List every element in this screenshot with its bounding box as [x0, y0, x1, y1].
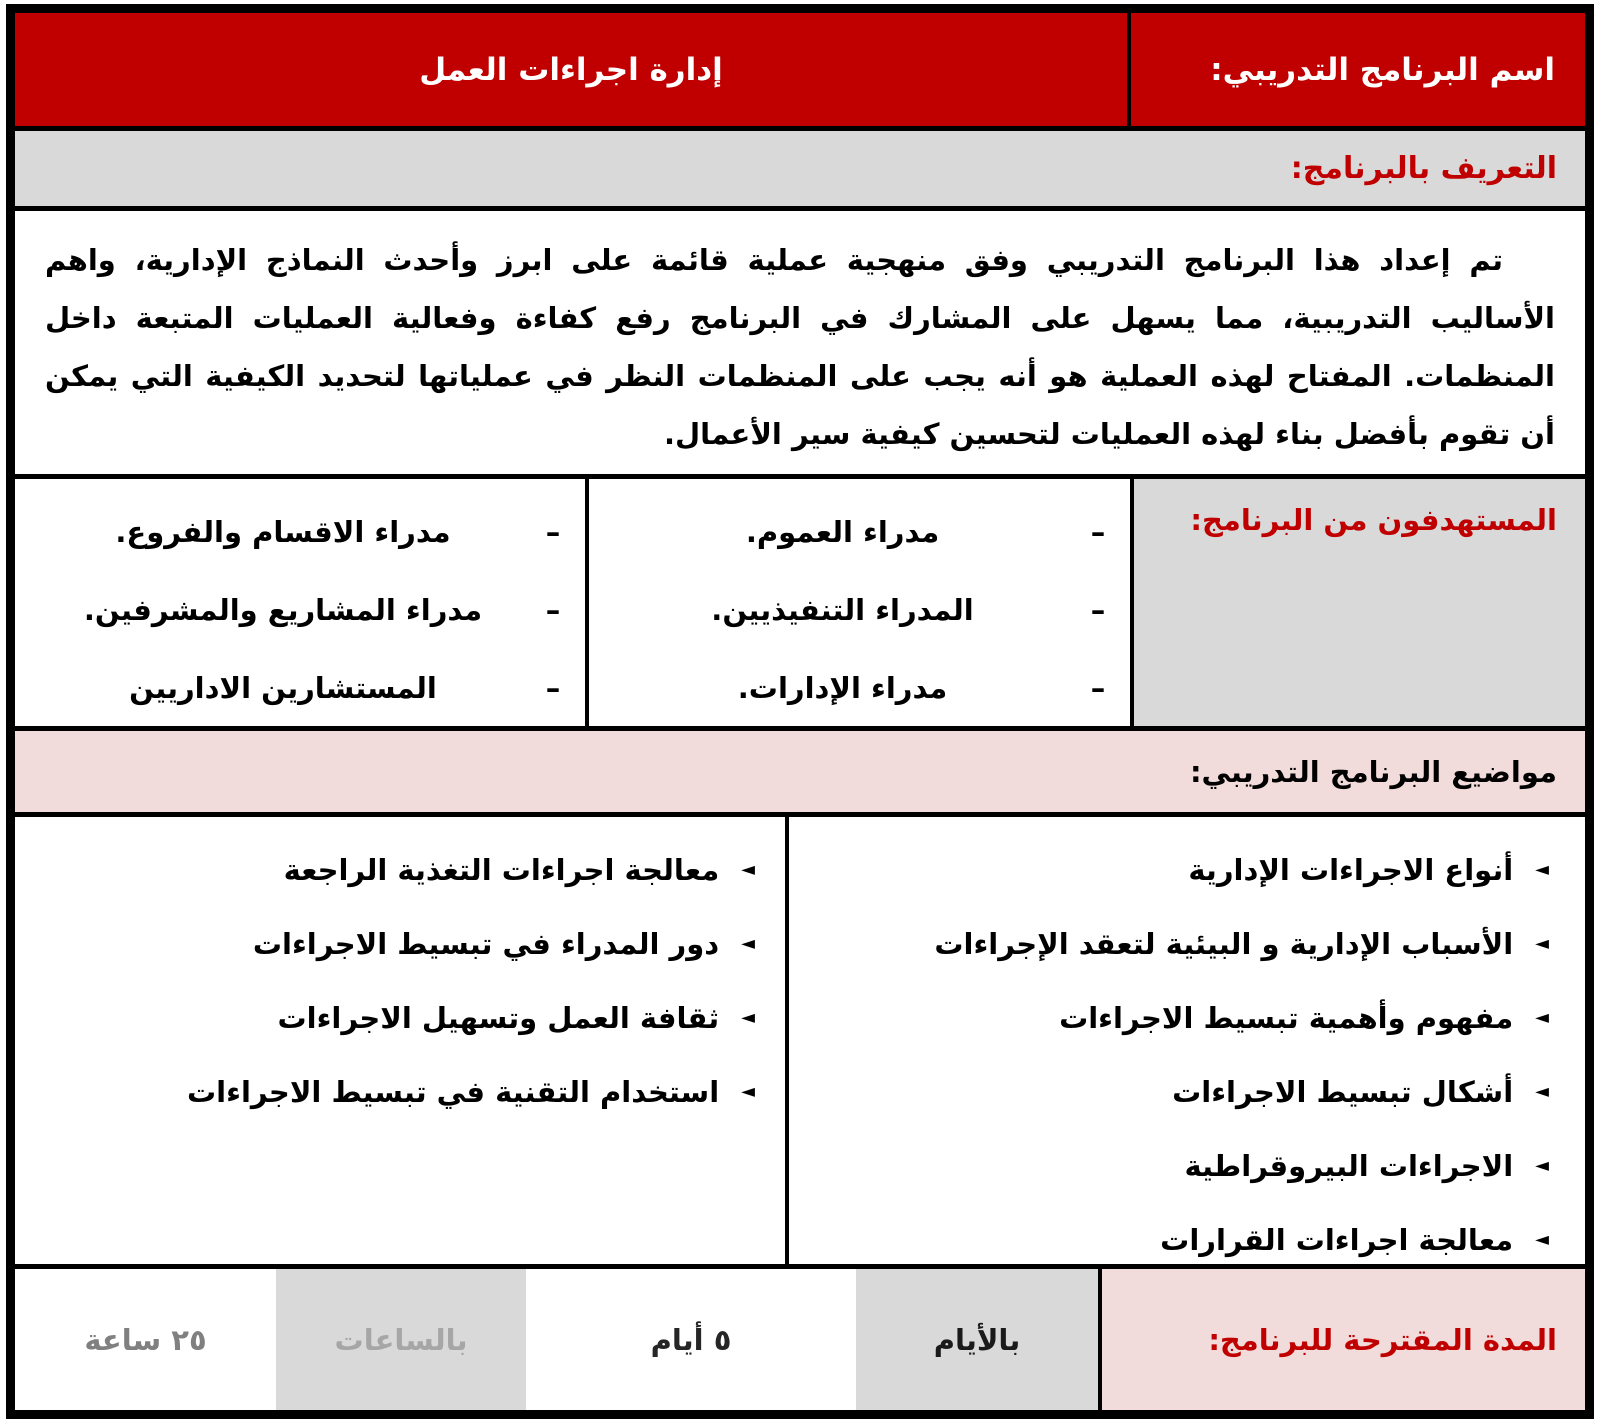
topic-item: [27, 907, 755, 981]
dash-bullet-icon: –: [1090, 671, 1106, 705]
topic-item: [801, 1055, 1549, 1129]
program-name-label: اسم البرنامج التدريبي:: [1127, 13, 1585, 126]
topics-section: [15, 817, 1585, 1269]
topic-item-label: أنواع الاجراءات الإدارية: [1188, 853, 1514, 887]
audience-item-label: مدراء الاقسام والفروع.: [115, 515, 451, 549]
header-row: [15, 13, 1585, 131]
audience-item-label: مدراء المشاريع والمشرفين.: [83, 593, 483, 627]
arrow-bullet-icon: ◄: [1535, 1081, 1549, 1102]
topic-item: [801, 907, 1549, 981]
audience-item-label: مدراء الإدارات.: [737, 671, 948, 705]
dash-bullet-icon: –: [545, 515, 561, 549]
program-name-value: إدارة اجراءات العمل: [419, 51, 723, 88]
program-table: [6, 4, 1594, 1419]
dash-bullet-icon: –: [1090, 593, 1106, 627]
audience-item: [15, 571, 585, 649]
topic-item-label: الأسباب الإدارية و البيئية لتعقد الإجراءات: [934, 927, 1514, 961]
topic-item-label: معالجة اجراءات التغذية الراجعة: [283, 853, 720, 887]
topic-item: [801, 833, 1549, 907]
topic-item: [27, 833, 755, 907]
arrow-bullet-icon: ◄: [741, 1007, 755, 1028]
audience-item: [589, 571, 1130, 649]
topic-item-label: الاجراءات البيروقراطية: [1184, 1149, 1514, 1183]
audience-item: [15, 493, 585, 571]
audience-column-2: [15, 479, 585, 726]
dash-bullet-icon: –: [545, 593, 561, 627]
audience-item: [15, 649, 585, 727]
duration-hours-value: ٢٥ ساعة: [15, 1269, 276, 1410]
definition-section: [15, 211, 1585, 479]
definition-label: التعريف بالبرنامج:: [15, 131, 1585, 211]
arrow-bullet-icon: ◄: [1535, 1155, 1549, 1176]
topic-item: [801, 981, 1549, 1055]
topic-item: [801, 1129, 1549, 1203]
topics-column-2: [15, 817, 785, 1264]
duration-days-value: ٥ أيام: [526, 1269, 856, 1410]
topic-item-label: أشكال تبسيط الاجراءات: [1172, 1075, 1514, 1109]
arrow-bullet-icon: ◄: [1535, 933, 1549, 954]
topic-item-label: دور المدراء في تبسيط الاجراءات: [252, 927, 720, 961]
topic-item-label: ثقافة العمل وتسهيل الاجراءات: [277, 1001, 720, 1035]
duration-hours-label: بالساعات: [276, 1269, 526, 1410]
duration-days-label: بالأيام: [856, 1269, 1098, 1410]
arrow-bullet-icon: ◄: [1535, 1229, 1549, 1250]
dash-bullet-icon: –: [1090, 515, 1106, 549]
audience-label: المستهدفون من البرنامج:: [1130, 479, 1585, 726]
topic-item-label: استخدام التقنية في تبسيط الاجراءات: [187, 1075, 720, 1109]
arrow-bullet-icon: ◄: [1535, 859, 1549, 880]
topic-item-label: مفهوم وأهمية تبسيط الاجراءات: [1059, 1001, 1514, 1035]
audience-section: [15, 479, 1585, 731]
dash-bullet-icon: –: [545, 671, 561, 705]
topic-item: [27, 981, 755, 1055]
arrow-bullet-icon: ◄: [741, 859, 755, 880]
duration-label: المدة المقترحة للبرنامج:: [1098, 1269, 1585, 1410]
definition-text: تم إعداد هذا البرنامج التدريبي وفق منهجية عملية قائمة على ابرز وأحدث النماذج الإدارية، واهم الأساليب التدريبية، مما يسهل على المشارك في البرنامج رفع كفاءة وفعالية العمليات المتبعة داخل المنظمات. المفتاح لهذه العملية هو أنه يجب على المنظمات النظر في عملياتها لتحديد الكيفية التي يمكن أن تقوم بأفضل بناء لهذه العمليات لتحسين كيفية سير الأعمال.: [45, 243, 1555, 451]
topic-item: [27, 1055, 755, 1129]
audience-item: [589, 493, 1130, 571]
topic-item-label: معالجة اجراءات القرارات: [1160, 1223, 1514, 1257]
audience-item: [589, 649, 1130, 727]
arrow-bullet-icon: ◄: [1535, 1007, 1549, 1028]
arrow-bullet-icon: ◄: [741, 933, 755, 954]
topics-label: مواضيع البرنامج التدريبي:: [15, 731, 1585, 817]
duration-row: [15, 1269, 1585, 1410]
audience-column-1: [585, 479, 1130, 726]
audience-item-label: مدراء العموم.: [745, 515, 940, 549]
audience-item-label: المدراء التنفيذيين.: [711, 593, 974, 627]
topic-item: [801, 1203, 1549, 1277]
topics-column-1: [785, 817, 1585, 1264]
arrow-bullet-icon: ◄: [741, 1081, 755, 1102]
audience-item-label: المستشارين الاداريين: [129, 671, 437, 705]
